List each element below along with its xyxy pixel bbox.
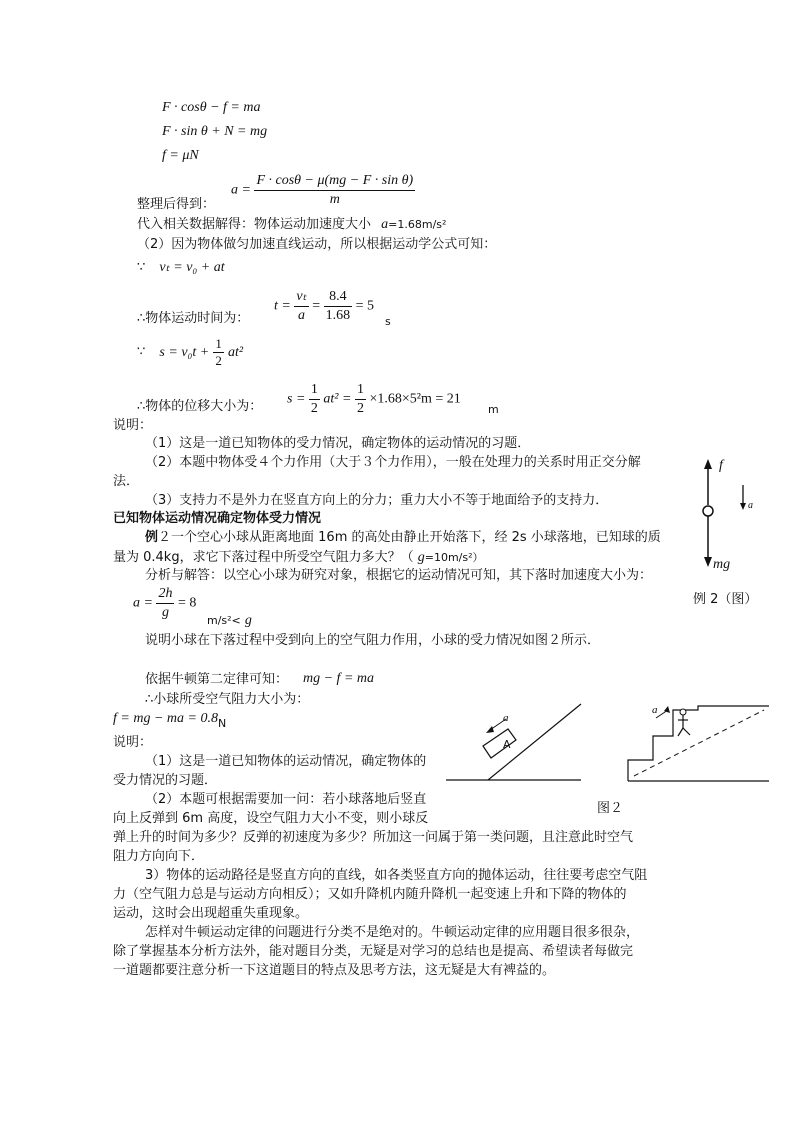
- example-2-line-2: [113, 549, 484, 567]
- time-unit: s: [385, 315, 391, 328]
- part2-text: （2）因为物体做匀加速直线运动，所以根据运动学公式可知：: [137, 237, 497, 252]
- ball-caption: 例 2（图）: [693, 592, 758, 607]
- ball-f-label: f: [719, 458, 723, 473]
- time-denominator-2: 1.68: [325, 307, 351, 323]
- newton-label: 依据牛顿第二定律可知：: [145, 672, 289, 687]
- acceleration-lhs: a =: [231, 182, 251, 198]
- equation-force-x: F · cosθ − f = ma: [162, 100, 261, 115]
- block-label: A: [503, 738, 511, 751]
- note-2-2c: 弹上升的时间为多少？反弹的初速度为多少？所加这一问属于第一类问题，且注意此时空气: [113, 830, 634, 845]
- time-fraction-1: [294, 288, 308, 324]
- final-3: 一道题都要注意分析一下这道题目的特点及思考方法，这无疑是大有裨益的。: [113, 963, 556, 978]
- acceleration-2-rhs: = 8: [177, 595, 197, 611]
- explain-heading-1: 说明：: [113, 418, 153, 433]
- note-2-1a: （1）这是一道已知物体的运动情况，确定物体的: [145, 754, 427, 769]
- note-2-2b: 向上反弹到 6m 高度，设空气阻力大小不变，则小球反: [113, 811, 429, 826]
- displacement-formula: [137, 336, 243, 370]
- drag-equation-row: [113, 710, 226, 728]
- drag-equation: f = mg − ma = 0.8: [113, 711, 218, 726]
- final-1: 怎样对牛顿运动定律的问题进行分类不是绝对的。牛顿运动定律的应用题目很多很杂，: [145, 925, 640, 940]
- acceleration-2-g: g: [244, 613, 252, 628]
- arrange-label: 整理后得到：: [137, 197, 216, 212]
- half-denominator: 2: [215, 353, 222, 369]
- note-2: （2）本题中物体受４个力作用（大于３个力作用），一般在处理力的关系时用正交分解: [145, 455, 641, 470]
- note-2-cont: 法．: [113, 474, 140, 489]
- half-numerator: 1: [213, 336, 224, 353]
- acceleration-2-numerator: 2h: [156, 585, 174, 604]
- person-leg-right: [683, 728, 690, 735]
- block-a-shape: [483, 729, 516, 758]
- displacement-calc-lhs: s =: [287, 391, 306, 407]
- ball-acc-arrowhead: [740, 503, 746, 510]
- example-2-text: ２一个空心小球从距离地面 16m 的高处由静止开始落下，经 2s 小球落地，已知球的质: [158, 530, 661, 545]
- equation-force-y: F · sin θ + N = mg: [162, 124, 268, 139]
- substitute-text: [137, 216, 446, 234]
- velocity-equation: vₜ = v₀ + at: [159, 260, 225, 275]
- displacement-because: ∵: [137, 344, 146, 360]
- example-2-g: g: [417, 550, 425, 565]
- ball-a-label: a: [748, 500, 753, 511]
- acceleration-2-lhs: a =: [133, 595, 153, 611]
- displacement-label: ∴物体的位移大小为：: [137, 399, 263, 414]
- figure-2-caption: 图２: [597, 801, 624, 816]
- final-2: 除了掌握基本分析方法外，能对题目分类，无疑是对学习的总结也是提高、希望读者每做完: [113, 944, 634, 959]
- acceleration-2-unit-row: [207, 612, 252, 630]
- time-denominator-1: a: [298, 307, 306, 323]
- calc-half-1: [309, 381, 320, 417]
- stairs-figure: [628, 698, 778, 788]
- velocity-formula: [137, 259, 225, 277]
- drag-label: ∴小球所受空气阻力大小为：: [145, 692, 310, 707]
- acceleration-denominator: m: [329, 191, 340, 207]
- drag-unit: N: [217, 717, 227, 730]
- acceleration-2-unit: m/s²<: [207, 614, 241, 627]
- analysis-text: 分析与解答：以空心小球为研究对象，根据它的运动情况可知，其下落时加速度大小为：: [145, 568, 653, 583]
- note-2-3b: 力（空气阻力总是与运动方向相反）；又如升降机内随升降机一起变速上升和下降的物体的: [113, 887, 627, 902]
- newton-equation: mg − f = ma: [303, 671, 375, 686]
- acceleration-2-denominator: g: [161, 604, 169, 620]
- calc-half-2-num: 1: [355, 381, 366, 400]
- displacement-tail: at²: [228, 345, 244, 360]
- note-2-2d: 阻力方向向下．: [113, 849, 205, 864]
- calc-half-1-den: 2: [310, 400, 318, 416]
- explain-figure-text: 说明小球在下落过程中受到向上的空气阻力作用，小球的受力情况如图２所示．: [145, 633, 601, 648]
- displacement-calc-tail: ×1.68×5²m = 21: [369, 391, 461, 407]
- calc-half-2: [355, 381, 366, 417]
- explain-heading-2: 说明：: [113, 735, 153, 750]
- time-formula: [274, 288, 374, 324]
- acceleration-numerator: F · cosθ − μ(mg − F · sin θ): [254, 172, 415, 191]
- time-result: = 5: [355, 298, 374, 314]
- calc-half-2-den: 2: [356, 400, 364, 416]
- calc-half-1-num: 1: [309, 381, 320, 400]
- displacement-unit: m: [488, 403, 499, 416]
- block-incline-figure: [446, 702, 586, 792]
- ball-down-arrowhead: [704, 557, 712, 567]
- note-2-1b: 受力情况的习题．: [113, 773, 218, 788]
- time-numerator-2: 8.4: [324, 288, 353, 307]
- displacement-calc-mid: at² =: [323, 391, 352, 407]
- ball-up-arrowhead: [704, 459, 712, 469]
- substitute-a: a: [381, 217, 389, 232]
- note-2-3c: 运动，这时会出现超重失重现象。: [113, 906, 309, 921]
- time-numerator-1: vₜ: [294, 288, 308, 307]
- person-head: [680, 709, 686, 715]
- note-2-2a: （2）本题可根据需要加一问：若小球落地后竖直: [145, 792, 427, 807]
- stairs-acc-label: a: [652, 704, 658, 716]
- substitute-label: 代入相关数据解得：物体运动加速度大小: [137, 217, 372, 232]
- equation-friction: f = μN: [162, 148, 199, 163]
- acceleration-2-formula: [133, 585, 196, 621]
- person-leg-left: [678, 728, 683, 736]
- acceleration-2-fraction: [156, 585, 174, 621]
- section-title: 已知物体运动情况确定物体受力情况: [113, 511, 322, 526]
- displacement-lhs: s = v₀t +: [159, 345, 210, 360]
- example-2-line-1: [145, 530, 661, 546]
- note-3: （3）支持力不是外力在竖直方向上的分力；重力大小不等于地面给予的支持力．: [145, 493, 609, 508]
- block-acc-label: a: [503, 712, 509, 724]
- example-2-text-2b: =10m/s²）: [424, 551, 484, 564]
- time-label: ∴物体运动时间为：: [137, 311, 250, 326]
- substitute-value: =1.68m/s²: [388, 218, 447, 231]
- acceleration-formula: [231, 172, 415, 208]
- note-2-3a: 3）物体的运动路径是竖直方向的直线，如各类竖直方向的抛体运动，往往要考虑空气阻: [145, 868, 648, 883]
- example-2-label: 例: [145, 530, 159, 545]
- time-lhs: t =: [274, 298, 291, 314]
- note-1: （1）这是一道已知物体的受力情况，确定物体的运动情况的习题．: [145, 436, 531, 451]
- because-symbol: ∵: [137, 260, 146, 275]
- half-fraction: [213, 336, 224, 370]
- time-equals: =: [312, 298, 321, 314]
- ball-mg-label: mg: [713, 557, 731, 572]
- displacement-calc: [287, 381, 461, 417]
- example-2-text-2a: 量为 0.4kg，求它下落过程中所受空气阻力多大？（: [113, 550, 414, 565]
- block-acc-arrowhead: [486, 726, 494, 733]
- ball-circle: [703, 506, 713, 516]
- acceleration-fraction: [254, 172, 415, 208]
- time-fraction-2: [324, 288, 353, 324]
